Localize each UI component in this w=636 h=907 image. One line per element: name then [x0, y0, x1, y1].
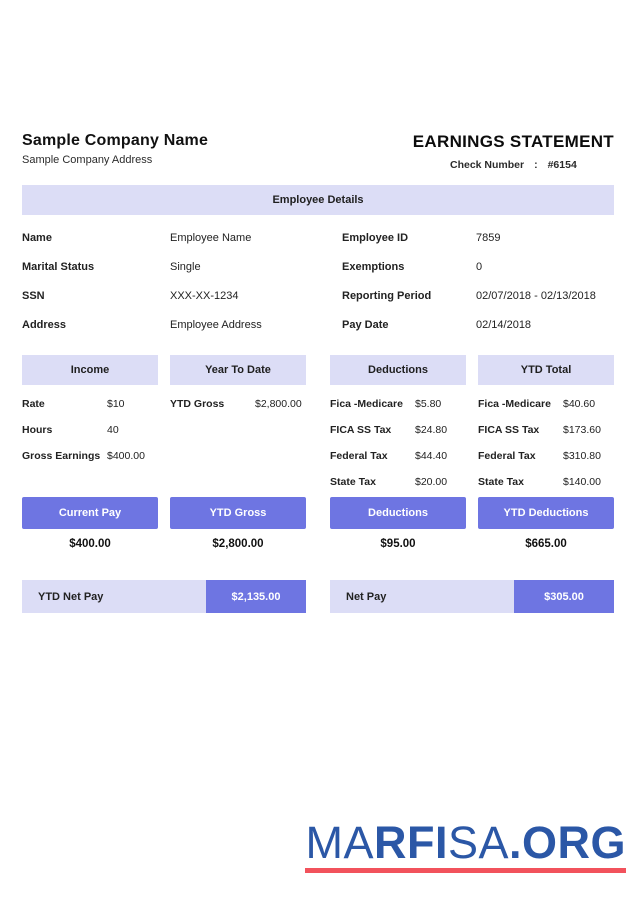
detail-label: Name	[22, 231, 52, 244]
detail-label: Exemptions	[342, 260, 405, 273]
footer	[305, 817, 626, 873]
pay-row-value: $10	[107, 398, 125, 410]
column-ytd-total-rows	[478, 385, 614, 495]
details-row	[22, 310, 614, 339]
employee-details-banner	[22, 185, 614, 215]
statement-block	[413, 132, 614, 171]
net-pay-totals	[22, 580, 614, 613]
pay-row-label: FICA SS Tax	[478, 424, 540, 436]
detail-value: 7859	[476, 231, 501, 244]
column-deductions	[330, 355, 466, 495]
pay-row-value: $20.00	[415, 476, 448, 488]
pay-row-value: 40	[107, 424, 119, 436]
details-row	[22, 252, 614, 281]
statement-title: EARNINGS STATEMENT	[412, 132, 614, 151]
net-pay-label: Net Pay	[346, 590, 387, 603]
pay-row-value: $24.80	[415, 424, 448, 436]
pay-row-label: State Tax	[478, 476, 524, 488]
pay-row-label: Federal Tax	[330, 450, 388, 462]
column-income	[22, 355, 158, 495]
check-number-label: Check Number	[449, 159, 525, 171]
summary-buttons	[22, 497, 614, 529]
net-pay-bar	[330, 580, 614, 613]
detail-value: 0	[476, 260, 483, 273]
detail-label: Address	[22, 318, 67, 331]
details-row	[22, 223, 614, 252]
detail-label: Reporting Period	[342, 289, 432, 302]
logo-text-bold: RFI	[373, 817, 448, 868]
detail-value: Employee Name	[170, 231, 252, 244]
pay-row	[330, 443, 466, 469]
column-deductions-rows	[330, 385, 466, 495]
detail-value: Single	[170, 260, 201, 273]
net-pay-value: $305.00	[514, 580, 614, 613]
pay-row	[478, 469, 614, 495]
pay-row-value: $40.60	[563, 398, 596, 410]
check-number-separator: :	[534, 159, 538, 171]
pay-row-value: $44.40	[415, 450, 448, 462]
employee-details-title: Employee Details	[272, 194, 364, 206]
pay-row-label: Hours	[22, 424, 53, 436]
company-block	[22, 132, 208, 166]
details-row	[22, 281, 614, 310]
deductions-button[interactable]: Deductions	[330, 497, 466, 529]
pay-row	[330, 469, 466, 495]
pay-row-value: $140.00	[563, 476, 601, 488]
summary-values	[22, 538, 614, 550]
detail-label: Employee ID	[342, 231, 409, 244]
pay-row	[22, 443, 158, 469]
pay-row-value: $5.80	[415, 398, 442, 410]
employee-details-grid	[22, 223, 614, 339]
pay-row-value: $2,800.00	[255, 398, 302, 410]
summary-values-left	[22, 538, 306, 550]
column-deductions-header: Deductions	[330, 355, 466, 385]
pay-columns-left	[22, 355, 306, 495]
detail-value: 02/14/2018	[476, 318, 532, 331]
check-number-value: #6154	[547, 159, 577, 171]
pay-row-label: Fica -Medicare	[478, 398, 551, 410]
pay-row-value: $400.00	[107, 450, 145, 462]
detail-value: 02/07/2018 - 02/13/2018	[476, 289, 596, 302]
column-income-header: Income	[22, 355, 158, 385]
pay-row-label: State Tax	[330, 476, 376, 488]
marfisa-logo[interactable]	[305, 817, 626, 873]
column-ytd-total-header: YTD Total	[478, 355, 614, 385]
pay-row	[330, 391, 466, 417]
pay-row-value: $173.60	[563, 424, 601, 436]
pay-row-label: YTD Gross	[170, 398, 225, 410]
column-year-to-date-header: Year To Date	[170, 355, 306, 385]
check-number-line	[413, 159, 614, 171]
pay-row-label: Federal Tax	[478, 450, 536, 462]
logo-text-bold: .ORG	[508, 817, 626, 868]
detail-label: Pay Date	[342, 318, 389, 331]
pay-row	[330, 417, 466, 443]
company-address: Sample Company Address	[22, 154, 153, 166]
column-ytd-total	[478, 355, 614, 495]
pay-columns	[22, 355, 614, 495]
pay-columns-right	[330, 355, 614, 495]
ytd-gross-value: $2,800.00	[212, 538, 264, 550]
logo-text-light: SA	[447, 817, 509, 868]
pay-row-label: Fica -Medicare	[330, 398, 403, 410]
ytd-deductions-button[interactable]: YTD Deductions	[478, 497, 614, 529]
summary-buttons-left	[22, 497, 306, 529]
current-pay-button[interactable]: Current Pay	[22, 497, 158, 529]
current-pay-value: $400.00	[69, 538, 111, 550]
ytd-net-pay-label: YTD Net Pay	[38, 590, 104, 603]
ytd-net-pay-bar	[22, 580, 306, 613]
ytd-net-pay-value: $2,135.00	[206, 580, 306, 613]
pay-row	[22, 391, 158, 417]
ytd-deductions-value: $665.00	[525, 538, 567, 550]
summary-values-right	[330, 538, 614, 550]
company-name: Sample Company Name	[22, 132, 209, 149]
logo-text-light: MA	[305, 817, 374, 868]
pay-row-label: Rate	[22, 398, 45, 410]
pay-row	[22, 417, 158, 443]
ytd-gross-button[interactable]: YTD Gross	[170, 497, 306, 529]
pay-row	[478, 443, 614, 469]
summary-buttons-right	[330, 497, 614, 529]
document-header	[22, 132, 614, 171]
column-year-to-date	[170, 355, 306, 495]
detail-label: SSN	[22, 289, 45, 302]
pay-row	[170, 391, 306, 417]
deductions-value: $95.00	[380, 538, 416, 550]
detail-value: Employee Address	[170, 318, 262, 331]
pay-row-label: FICA SS Tax	[330, 424, 392, 436]
column-year-to-date-rows	[170, 385, 306, 493]
detail-value: XXX-XX-1234	[170, 289, 239, 302]
detail-label: Marital Status	[22, 260, 95, 273]
pay-row-label: Gross Earnings	[22, 450, 101, 462]
pay-row	[478, 391, 614, 417]
pay-row-value: $310.80	[563, 450, 601, 462]
column-income-rows	[22, 385, 158, 493]
pay-row	[478, 417, 614, 443]
